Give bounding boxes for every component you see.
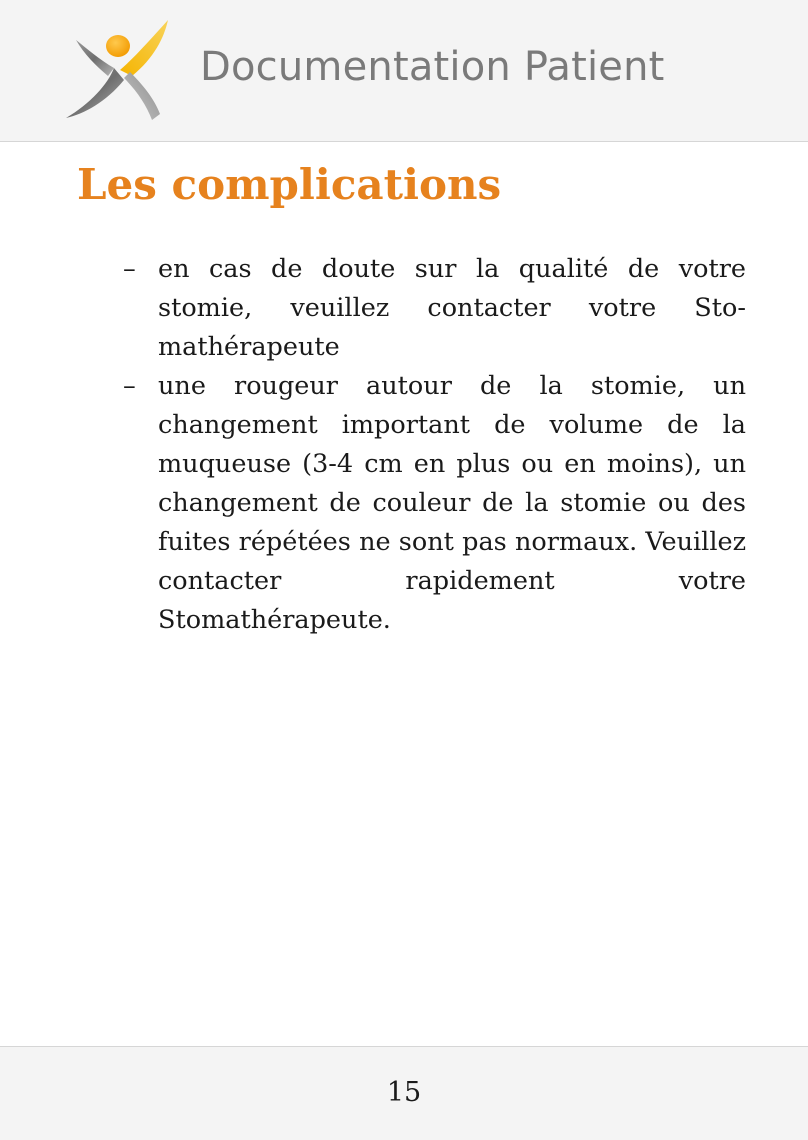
page-footer — [0, 1046, 808, 1140]
page-header — [0, 0, 808, 142]
dash-bullet: – — [123, 254, 136, 284]
list-item — [120, 250, 746, 367]
list-item — [120, 367, 746, 640]
section-title: Les complications — [77, 160, 502, 209]
page-number: 15 — [386, 1077, 422, 1108]
list-item-text: une rougeur autour de la stomie, un changement important de volume de la muqueuse (3-4 cm en plus ou en moins), un changement de couleur de la stomie ou des fuites répétées ne sont pas normaux. Veuillez contacter rapidement votre Stomathérapeute. — [158, 371, 746, 635]
dash-bullet: – — [123, 371, 136, 401]
list-item-text: en cas de doute sur la qualité de votre stomie, veuillez contacter votre Stomathérapeute — [158, 254, 746, 362]
complications-list — [120, 250, 746, 640]
person-figure-logo-icon — [62, 18, 172, 122]
header-title: Documentation Patient — [200, 44, 665, 90]
